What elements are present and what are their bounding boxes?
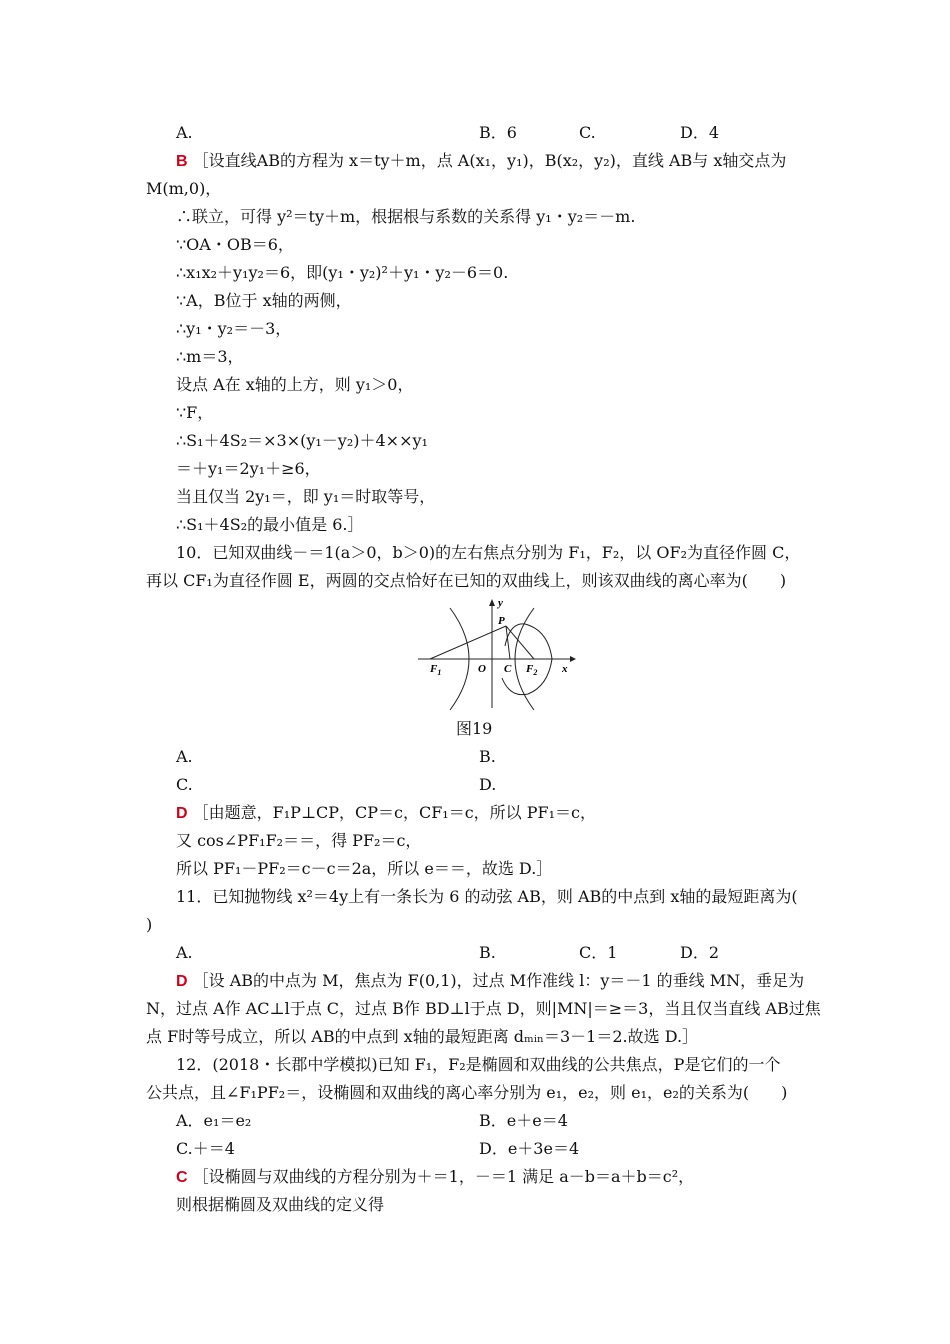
x-axis-arrow bbox=[570, 656, 576, 662]
q9-solution-line-3: ∵OA・OB＝6， bbox=[176, 235, 294, 254]
q11-answer: D bbox=[176, 973, 188, 990]
q9-solution-line-8: 设点 A在 x轴的上方，则 y₁＞0， bbox=[176, 375, 414, 394]
q10-figure bbox=[410, 596, 580, 714]
q9-solution-line-5: ∵A，B位于 x轴的两侧， bbox=[176, 291, 352, 310]
label-x: x bbox=[562, 663, 568, 675]
segment-f1-p bbox=[430, 626, 506, 659]
q9-option-c: C. bbox=[579, 123, 596, 142]
segment-p-f2 bbox=[506, 626, 534, 659]
q12-option-a: A．e₁＝e₂ bbox=[176, 1111, 252, 1130]
label-y: y bbox=[498, 597, 503, 609]
q11-solution-line-1: N，过点 A作 AC⊥l于点 C，过点 B作 BD⊥l于点 D，则|MN|＝≥＝3，当且仅当直线 AB过焦 bbox=[146, 999, 821, 1018]
label-o: O bbox=[478, 663, 486, 675]
q10-option-a: A. bbox=[176, 747, 193, 766]
q10-solution-line-2: 所以 PF₁－PF₂＝c－c＝2a，所以 e＝＝，故选 D.］ bbox=[176, 859, 553, 878]
q11-solution-line-0: D ［设 AB的中点为 M，焦点为 F(0,1)，过点 M作准线 l：y＝－1 的垂线 MN，垂足为 bbox=[176, 971, 805, 990]
q11-stem-line-0: 11．已知抛物线 x²＝4y上有一条长为 6 的动弦 AB，则 AB的中点到 x轴的最短距离为( bbox=[176, 887, 798, 906]
q10-option-c: C. bbox=[176, 775, 193, 794]
q11-option-a: A. bbox=[176, 943, 193, 962]
q9-solution-line-12: 当且仅当 2y₁＝，即 y₁＝时取等号， bbox=[176, 487, 436, 506]
label-f1: $F_1$ bbox=[430, 663, 442, 677]
q9-option-a: A. bbox=[176, 123, 193, 142]
q11-solution-line-2: 点 F时等号成立，所以 AB的中点到 x轴的最短距离 dₘᵢₙ＝3－1＝2.故选 D.］ bbox=[146, 1027, 699, 1046]
label-p: P bbox=[498, 615, 505, 627]
q12-option-c: C.＋＝4 bbox=[176, 1139, 235, 1158]
q9-option-d: D．4 bbox=[680, 123, 720, 142]
label-c: C bbox=[504, 663, 512, 675]
q9-solution-line-1: M(m,0)， bbox=[146, 179, 222, 198]
q12-stem-line-1: 公共点，且∠F₁PF₂＝，设椭圆和双曲线的离心率分别为 e₁，e₂，则 e₁，e₂的关系为( ) bbox=[146, 1083, 788, 1102]
q9-solution-line-2: ∴联立，可得 y²＝ty＋m，根据根与系数的关系得 y₁・y₂＝－m. bbox=[176, 207, 636, 226]
q12-option-d: D．e＋3e＝4 bbox=[479, 1139, 580, 1158]
q9-solution-line-11: ＝＋y₁＝2y₁＋≥6， bbox=[176, 459, 321, 478]
q10-option-b: B. bbox=[479, 747, 496, 766]
q9-answer: B bbox=[176, 153, 188, 170]
q9-solution-line-10: ∴S₁＋4S₂＝×3×(y₁－y₂)＋4××y₁ bbox=[176, 431, 428, 450]
q12-stem-line-0: 12．(2018・长郡中学模拟)已知 F₁，F₂是椭圆和双曲线的公共焦点，P是它们的一个 bbox=[176, 1055, 781, 1074]
q10-stem-line-1: 再以 CF₁为直径作圆 E，两圆的交点恰好在已知的双曲线上，则该双曲线的离心率为( ) bbox=[146, 571, 787, 590]
q10-answer: D bbox=[176, 805, 188, 822]
figure-caption: 图19 bbox=[456, 719, 493, 738]
q11-stem-line-1: ) bbox=[146, 915, 153, 934]
q9-solution-line-0: B ［设直线AB的方程为 x＝ty＋m，点 A(x₁，y₁)，B(x₂，y₂)，直线 AB与 x轴交点为 bbox=[176, 151, 787, 170]
q11-option-d: D．2 bbox=[680, 943, 720, 962]
q9-solution-line-9: ∵F， bbox=[176, 403, 214, 422]
y-axis-arrow bbox=[489, 599, 495, 606]
q10-solution-line-1: 又 cos∠PF₁F₂＝＝，得 PF₂＝c， bbox=[176, 831, 422, 850]
q10-option-d: D. bbox=[479, 775, 497, 794]
q9-solution-line-6: ∴y₁・y₂＝－3， bbox=[176, 319, 292, 338]
q9-option-b: B．6 bbox=[479, 123, 517, 142]
q12-solution-line-0: C ［设椭圆与双曲线的方程分别为＋＝1，－＝1 满足 a－b＝a＋b＝c²， bbox=[176, 1167, 695, 1186]
q9-solution-line-7: ∴m＝3， bbox=[176, 347, 244, 366]
segment-p-c bbox=[506, 626, 510, 659]
q12-answer: C bbox=[176, 1169, 188, 1186]
q10-stem-line-0: 10．已知双曲线－＝1(a＞0，b＞0)的左右焦点分别为 F₁，F₂，以 OF₂为直径作圆 C， bbox=[176, 543, 801, 562]
q12-option-b: B．e＋e＝4 bbox=[479, 1111, 568, 1130]
q9-solution-line-13: ∴S₁＋4S₂的最小值是 6.］ bbox=[176, 515, 364, 534]
q11-option-b: B. bbox=[479, 943, 496, 962]
q9-solution-line-4: ∴x₁x₂＋y₁y₂＝6，即(y₁・y₂)²＋y₁・y₂－6＝0. bbox=[176, 263, 509, 282]
label-f2: $F_2$ bbox=[526, 663, 538, 677]
q11-option-c: C．1 bbox=[579, 943, 618, 962]
q12-solution-line-1: 则根据椭圆及双曲线的定义得 bbox=[176, 1195, 385, 1214]
q10-solution-line-0: D ［由题意，F₁P⊥CP，CP＝c，CF₁＝c，所以 PF₁＝c， bbox=[176, 803, 597, 822]
